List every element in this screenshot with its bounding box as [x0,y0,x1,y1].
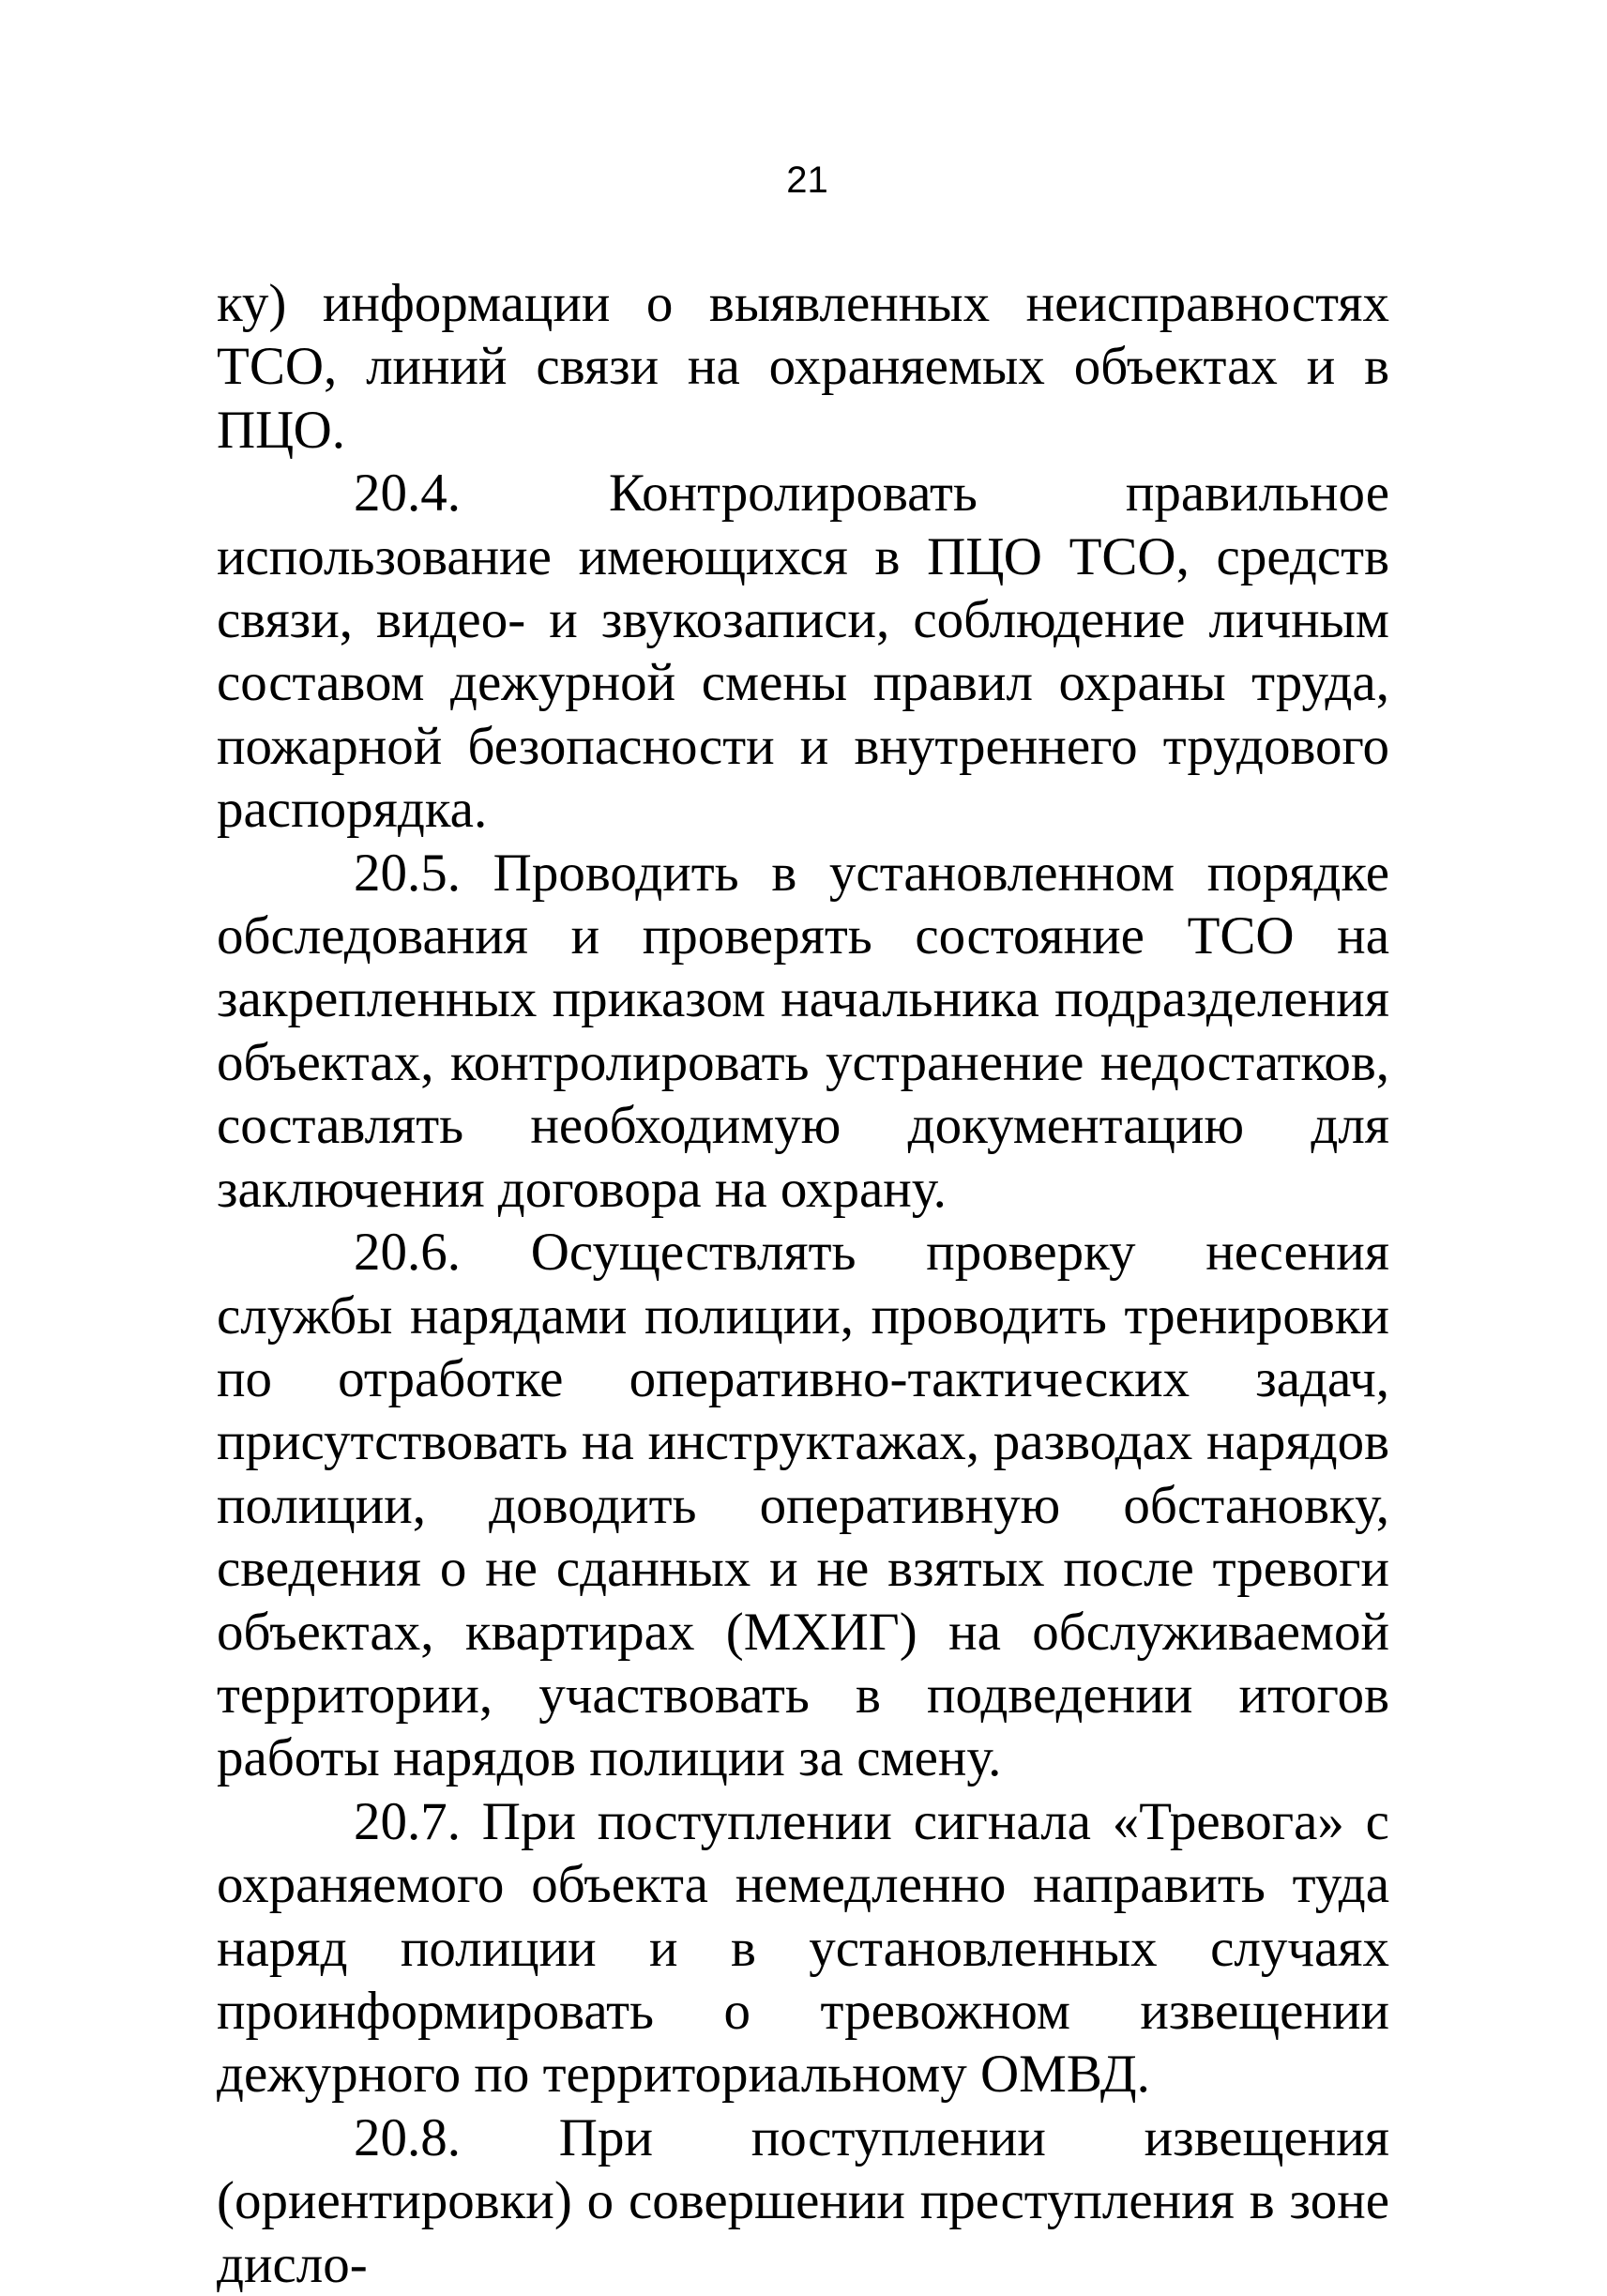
paragraph-20-7: 20.7. При поступлении сигнала «Тревога» с охраняемого объекта немедленно направить туда наряд полиции и в установленных случаях проинформировать о тревожном извещении дежурного по территориальному ОМВД. [217,1791,1389,2105]
paragraph-20-8: 20.8. При поступлении извещения (ориентировки) о совершении преступления в зоне дисло- [217,2107,1389,2294]
paragraph-20-6: 20.6. Осуществлять проверку несения службы нарядами полиции, проводить тренировки по отработке оперативно-тактических задач, присутствовать на инструктажах, разводах нарядов полиции, доводить оперативную обстановку, сведения о не сданных и не взятых после тревоги объектах, квартирах (МХИГ) на обслуживаемой территории, участвовать в подведении итогов работы нарядов полиции за смену. [217,1223,1389,1788]
body-text [217,272,1389,2296]
paragraph-20-5: 20.5. Проводить в установленном порядке обследования и проверять состояние ТСО на закрепленных приказом начальника подразделения объектах, контролировать устранение недостатков, составлять необходимую документацию для заключения договора на охрану. [217,843,1389,1219]
page-number: 21 [786,160,828,201]
paragraph-20-4: 20.4. Контролировать правильное использование имеющихся в ПЦО ТСО, средств связи, видео- и звукозаписи, соблюдение личным составом дежурной смены правил охраны труда, пожарной безопасности и внутреннего трудового распорядка. [217,464,1389,840]
paragraph-continuation: ку) информации о выявленных неисправностях ТСО, линий связи на охраняемых объектах и в ПЦО. [217,274,1389,460]
